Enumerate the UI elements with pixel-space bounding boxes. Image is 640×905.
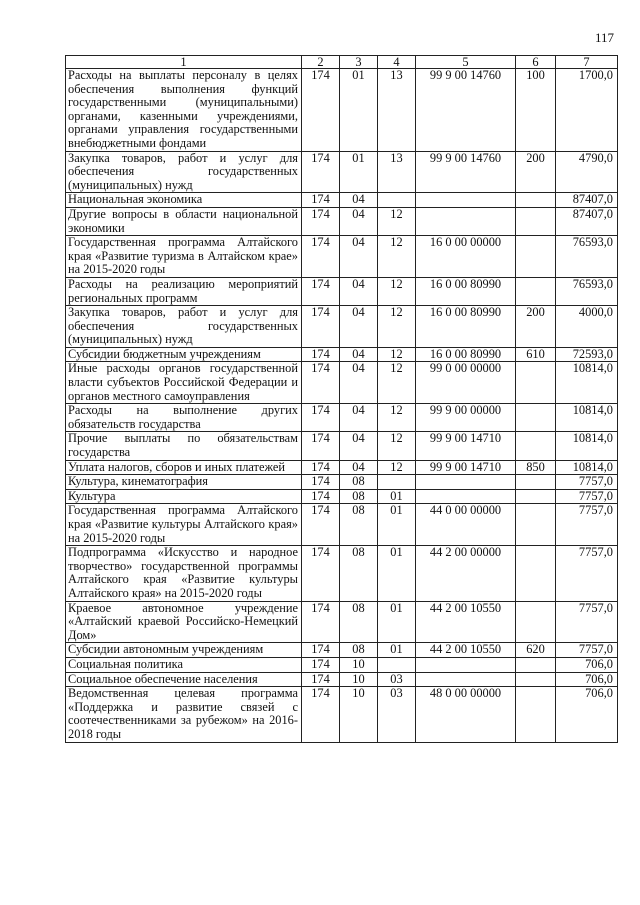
row-name: Иные расходы органов государственной власти субъектов Российской Федерации и органов местного самоуправления xyxy=(66,362,302,404)
row-expense-type xyxy=(516,193,556,208)
row-target-article: 44 0 00 00000 xyxy=(416,504,516,546)
row-sum: 706,0 xyxy=(556,672,618,687)
row-section: 10 xyxy=(340,687,378,742)
row-sum: 7757,0 xyxy=(556,601,618,643)
row-subsection: 12 xyxy=(378,432,416,460)
row-name: Национальная экономика xyxy=(66,193,302,208)
row-sum: 4000,0 xyxy=(556,306,618,348)
row-expense-type xyxy=(516,672,556,687)
row-ved: 174 xyxy=(302,601,340,643)
row-name: Подпрограмма «Искусство и народное творчество» государственной программы Алтайского края «Развитие культуры Алтайского края» на 2015-2020 годы xyxy=(66,546,302,601)
row-name: Закупка товаров, работ и услуг для обеспечения государственных (муниципальных) нужд xyxy=(66,306,302,348)
row-expense-type xyxy=(516,504,556,546)
row-ved: 174 xyxy=(302,151,340,193)
table-row xyxy=(66,601,618,643)
row-section: 04 xyxy=(340,432,378,460)
row-expense-type xyxy=(516,546,556,601)
row-section: 10 xyxy=(340,657,378,672)
row-expense-type xyxy=(516,432,556,460)
row-expense-type: 200 xyxy=(516,151,556,193)
row-sum: 7757,0 xyxy=(556,643,618,658)
row-subsection: 12 xyxy=(378,207,416,235)
table-row xyxy=(66,432,618,460)
row-section: 04 xyxy=(340,277,378,305)
row-subsection: 12 xyxy=(378,362,416,404)
row-name: Ведомственная целевая программа «Поддержка и развитие связей с соотечественниками за рубежом» на 2016-2018 годы xyxy=(66,687,302,742)
row-section: 08 xyxy=(340,504,378,546)
row-expense-type: 850 xyxy=(516,460,556,475)
row-section: 01 xyxy=(340,69,378,152)
row-target-article: 99 9 00 14760 xyxy=(416,69,516,152)
row-subsection: 13 xyxy=(378,151,416,193)
row-section: 04 xyxy=(340,404,378,432)
row-target-article: 44 2 00 10550 xyxy=(416,643,516,658)
row-ved: 174 xyxy=(302,362,340,404)
row-sum: 706,0 xyxy=(556,687,618,742)
row-expense-type xyxy=(516,687,556,742)
row-expense-type: 200 xyxy=(516,306,556,348)
header-cell: 7 xyxy=(556,56,618,69)
header-cell: 4 xyxy=(378,56,416,69)
row-target-article: 44 2 00 10550 xyxy=(416,601,516,643)
row-expense-type xyxy=(516,475,556,490)
row-name: Расходы на выплаты персоналу в целях обеспечения выполнения функций государственными (муниципальными) органами, казенными учреждениями, органами управления государственными внебюджетными фондами xyxy=(66,69,302,152)
row-target-article: 16 0 00 80990 xyxy=(416,277,516,305)
row-target-article xyxy=(416,672,516,687)
header-cell: 5 xyxy=(416,56,516,69)
row-sum: 7757,0 xyxy=(556,489,618,504)
row-section: 04 xyxy=(340,306,378,348)
row-subsection: 12 xyxy=(378,404,416,432)
row-subsection: 01 xyxy=(378,643,416,658)
row-subsection: 01 xyxy=(378,601,416,643)
row-target-article: 16 0 00 80990 xyxy=(416,306,516,348)
table-row xyxy=(66,546,618,601)
row-ved: 174 xyxy=(302,643,340,658)
table-row xyxy=(66,657,618,672)
row-sum: 87407,0 xyxy=(556,207,618,235)
row-ved: 174 xyxy=(302,657,340,672)
header-cell: 1 xyxy=(66,56,302,69)
budget-table xyxy=(65,55,618,743)
row-expense-type xyxy=(516,362,556,404)
row-name: Уплата налогов, сборов и иных платежей xyxy=(66,460,302,475)
row-target-article: 99 9 00 14760 xyxy=(416,151,516,193)
row-sum: 7757,0 xyxy=(556,504,618,546)
row-name: Расходы на выполнение других обязательств государства xyxy=(66,404,302,432)
row-name: Субсидии автономным учреждениям xyxy=(66,643,302,658)
row-subsection: 01 xyxy=(378,504,416,546)
row-target-article xyxy=(416,657,516,672)
row-ved: 174 xyxy=(302,687,340,742)
row-name: Социальная политика xyxy=(66,657,302,672)
table-row xyxy=(66,236,618,278)
table-row xyxy=(66,362,618,404)
row-sum: 76593,0 xyxy=(556,236,618,278)
row-ved: 174 xyxy=(302,475,340,490)
row-subsection: 03 xyxy=(378,687,416,742)
row-section: 08 xyxy=(340,601,378,643)
row-expense-type: 620 xyxy=(516,643,556,658)
row-subsection: 12 xyxy=(378,347,416,362)
row-target-article: 99 9 00 14710 xyxy=(416,432,516,460)
table-row xyxy=(66,475,618,490)
row-section: 10 xyxy=(340,672,378,687)
row-expense-type xyxy=(516,404,556,432)
row-ved: 174 xyxy=(302,504,340,546)
row-subsection: 01 xyxy=(378,489,416,504)
row-ved: 174 xyxy=(302,460,340,475)
row-ved: 174 xyxy=(302,277,340,305)
row-section: 04 xyxy=(340,460,378,475)
row-target-article: 99 9 00 14710 xyxy=(416,460,516,475)
row-sum: 7757,0 xyxy=(556,475,618,490)
table-row xyxy=(66,306,618,348)
table-row xyxy=(66,404,618,432)
row-expense-type: 610 xyxy=(516,347,556,362)
row-target-article: 99 9 00 00000 xyxy=(416,404,516,432)
row-sum: 87407,0 xyxy=(556,193,618,208)
row-section: 08 xyxy=(340,475,378,490)
row-name: Закупка товаров, работ и услуг для обеспечения государственных (муниципальных) нужд xyxy=(66,151,302,193)
row-subsection xyxy=(378,657,416,672)
table-row xyxy=(66,643,618,658)
table-row xyxy=(66,193,618,208)
row-sum: 10814,0 xyxy=(556,432,618,460)
row-name: Расходы на реализацию мероприятий региональных программ xyxy=(66,277,302,305)
header-cell: 6 xyxy=(516,56,556,69)
row-subsection: 01 xyxy=(378,546,416,601)
row-sum: 10814,0 xyxy=(556,362,618,404)
row-sum: 10814,0 xyxy=(556,460,618,475)
row-section: 04 xyxy=(340,347,378,362)
row-subsection: 12 xyxy=(378,236,416,278)
row-target-article: 44 2 00 00000 xyxy=(416,546,516,601)
row-sum: 76593,0 xyxy=(556,277,618,305)
header-cell: 3 xyxy=(340,56,378,69)
row-subsection xyxy=(378,475,416,490)
row-target-article: 48 0 00 00000 xyxy=(416,687,516,742)
row-ved: 174 xyxy=(302,404,340,432)
row-target-article: 99 0 00 00000 xyxy=(416,362,516,404)
row-subsection xyxy=(378,193,416,208)
row-target-article: 16 0 00 00000 xyxy=(416,236,516,278)
row-name: Прочие выплаты по обязательствам государства xyxy=(66,432,302,460)
row-section: 08 xyxy=(340,546,378,601)
row-sum: 1700,0 xyxy=(556,69,618,152)
row-sum: 7757,0 xyxy=(556,546,618,601)
row-expense-type xyxy=(516,236,556,278)
row-subsection: 12 xyxy=(378,460,416,475)
row-section: 04 xyxy=(340,193,378,208)
row-ved: 174 xyxy=(302,69,340,152)
page-number: 117 xyxy=(594,30,614,45)
row-section: 04 xyxy=(340,236,378,278)
row-sum: 4790,0 xyxy=(556,151,618,193)
row-target-article xyxy=(416,193,516,208)
table-row xyxy=(66,151,618,193)
table-row xyxy=(66,347,618,362)
row-sum: 706,0 xyxy=(556,657,618,672)
row-sum: 10814,0 xyxy=(556,404,618,432)
table-row xyxy=(66,460,618,475)
row-ved: 174 xyxy=(302,546,340,601)
row-name: Субсидии бюджетным учреждениям xyxy=(66,347,302,362)
row-subsection: 12 xyxy=(378,306,416,348)
table-row xyxy=(66,277,618,305)
row-expense-type xyxy=(516,207,556,235)
row-name: Культура, кинематография xyxy=(66,475,302,490)
row-ved: 174 xyxy=(302,236,340,278)
row-subsection: 12 xyxy=(378,277,416,305)
row-section: 04 xyxy=(340,362,378,404)
row-sum: 72593,0 xyxy=(556,347,618,362)
row-expense-type xyxy=(516,657,556,672)
row-ved: 174 xyxy=(302,207,340,235)
row-section: 08 xyxy=(340,643,378,658)
header-row xyxy=(66,56,618,69)
row-section: 01 xyxy=(340,151,378,193)
row-subsection: 13 xyxy=(378,69,416,152)
row-name: Государственная программа Алтайского края «Развитие туризма в Алтайском крае» на 2015-2020 годы xyxy=(66,236,302,278)
row-name: Культура xyxy=(66,489,302,504)
table-row xyxy=(66,207,618,235)
table-row xyxy=(66,504,618,546)
row-name: Социальное обеспечение населения xyxy=(66,672,302,687)
row-ved: 174 xyxy=(302,432,340,460)
row-target-article xyxy=(416,475,516,490)
row-target-article xyxy=(416,489,516,504)
header-cell: 2 xyxy=(302,56,340,69)
row-expense-type xyxy=(516,601,556,643)
row-ved: 174 xyxy=(302,672,340,687)
row-name: Государственная программа Алтайского края «Развитие культуры Алтайского края» на 2015-2020 годы xyxy=(66,504,302,546)
row-subsection: 03 xyxy=(378,672,416,687)
row-ved: 174 xyxy=(302,489,340,504)
row-target-article xyxy=(416,207,516,235)
row-ved: 174 xyxy=(302,347,340,362)
row-name: Краевое автономное учреждение «Алтайский краевой Российско-Немецкий Дом» xyxy=(66,601,302,643)
row-expense-type xyxy=(516,489,556,504)
table-row xyxy=(66,69,618,152)
row-ved: 174 xyxy=(302,193,340,208)
table-row xyxy=(66,687,618,742)
row-expense-type xyxy=(516,277,556,305)
row-target-article: 16 0 00 80990 xyxy=(416,347,516,362)
row-name: Другие вопросы в области национальной экономики xyxy=(66,207,302,235)
row-section: 04 xyxy=(340,207,378,235)
table-row xyxy=(66,489,618,504)
row-section: 08 xyxy=(340,489,378,504)
table-row xyxy=(66,672,618,687)
row-ved: 174 xyxy=(302,306,340,348)
row-expense-type: 100 xyxy=(516,69,556,152)
